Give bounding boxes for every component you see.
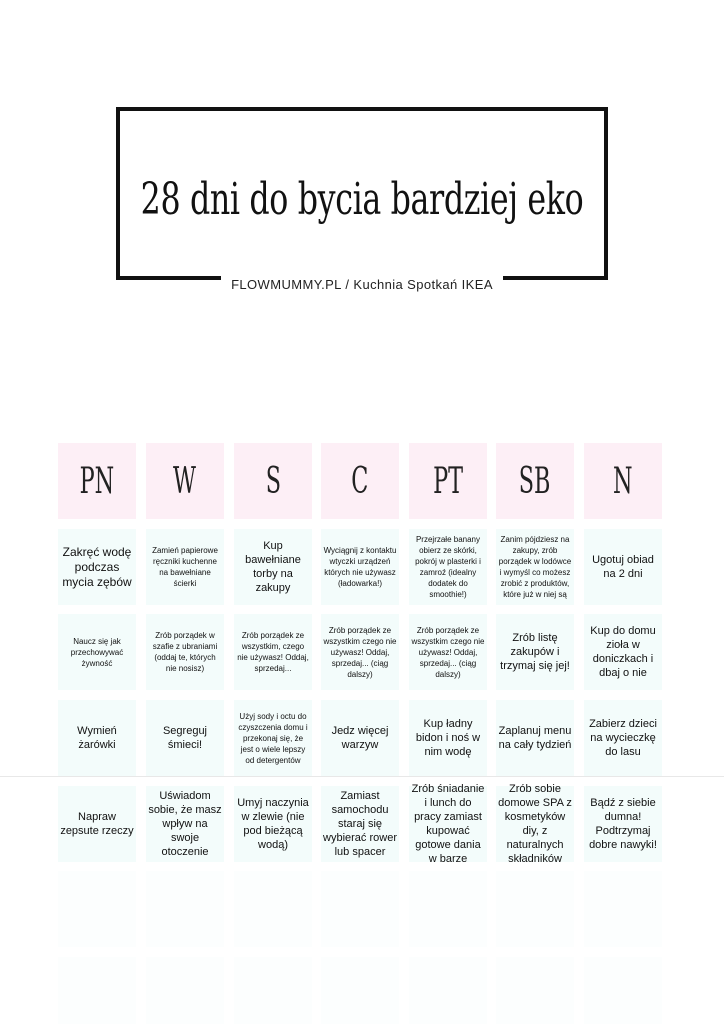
calendar-cell bbox=[58, 700, 136, 776]
calendar-cell bbox=[234, 700, 312, 776]
calendar-cell bbox=[496, 529, 574, 605]
empty-cell bbox=[409, 957, 487, 1024]
empty-cell bbox=[58, 957, 136, 1024]
empty-cell bbox=[234, 871, 312, 947]
empty-cell bbox=[146, 871, 224, 947]
task-text: Segreguj śmieci! bbox=[162, 725, 208, 751]
day-header-c bbox=[321, 443, 399, 519]
task-text: Zrób porządek ze wszystkim czego nie używasz! Oddaj, sprzedaj... (ciąg dalszy) bbox=[323, 625, 397, 679]
calendar-cell bbox=[321, 700, 399, 776]
empty-cell bbox=[496, 957, 574, 1024]
task-text: Użyj sody i octu do czyszczenia domu i przekonaj się, że jest o wiele lepszy od detergentów bbox=[238, 711, 308, 765]
calendar-cell bbox=[234, 614, 312, 690]
calendar-cell bbox=[584, 529, 662, 605]
calendar-cell bbox=[321, 614, 399, 690]
day-label: W bbox=[173, 460, 197, 502]
calendar-cell bbox=[496, 783, 574, 865]
day-label: SB bbox=[519, 460, 551, 502]
empty-cell bbox=[58, 871, 136, 947]
day-header-w bbox=[146, 443, 224, 519]
day-label: PT bbox=[433, 460, 463, 502]
task-text: Zrób porządek w szafie z ubraniami (oddaj te, których nie nosisz) bbox=[152, 631, 218, 673]
calendar-cell bbox=[146, 700, 224, 776]
empty-cell bbox=[584, 871, 662, 947]
task-text: Przejrzałe banany obierz ze skórki, pokrój w plasterki i zamroź (idealny dodatek do smoothie!) bbox=[415, 535, 481, 599]
task-text: Zrób śniadanie i lunch do pracy zamiast kupować gotowe dania w barze bbox=[411, 783, 485, 865]
task-text: Zamień papierowe ręczniki kuchenne na bawełniane ścierki bbox=[152, 546, 218, 588]
calendar-cell bbox=[584, 614, 662, 690]
day-label: N bbox=[613, 460, 633, 502]
task-text: Jedz więcej warzyw bbox=[331, 725, 389, 751]
day-label: C bbox=[351, 460, 369, 502]
task-text: Naucz się jak przechowywać żywność bbox=[70, 636, 124, 668]
task-text: Bądź z siebie dumna! Podtrzymaj dobre nawyki! bbox=[589, 797, 657, 851]
calendar-cell bbox=[584, 786, 662, 862]
calendar-cell bbox=[58, 614, 136, 690]
task-text: Uświadom sobie, że masz wpływ na swoje otoczenie bbox=[148, 790, 222, 858]
empty-cell bbox=[584, 957, 662, 1024]
calendar-cell bbox=[321, 786, 399, 862]
task-text: Umyj naczynia w zlewie (nie pod bieżącą wodą) bbox=[237, 797, 309, 851]
calendar-cell bbox=[321, 529, 399, 605]
task-text: Zrób sobie domowe SPA z kosmetyków diy, z naturalnych składników bbox=[498, 783, 572, 865]
day-header-n bbox=[584, 443, 662, 519]
calendar-cell bbox=[409, 529, 487, 605]
empty-cell bbox=[321, 871, 399, 947]
calendar-cell bbox=[409, 783, 487, 865]
divider-line bbox=[0, 776, 724, 777]
calendar-cell bbox=[146, 614, 224, 690]
task-text: Zabierz dzieci na wycieczkę do lasu bbox=[589, 718, 657, 758]
calendar-cell bbox=[584, 700, 662, 776]
empty-cell bbox=[146, 957, 224, 1024]
task-text: Ugotuj obiad na 2 dni bbox=[592, 554, 654, 580]
day-label: PN bbox=[79, 460, 115, 502]
task-text: Zakręć wodę podczas mycia zębów bbox=[62, 544, 132, 589]
day-label: S bbox=[265, 460, 281, 502]
empty-cell bbox=[409, 871, 487, 947]
day-header-s bbox=[234, 443, 312, 519]
calendar-cell bbox=[496, 614, 574, 690]
task-text: Zanim pójdziesz na zakupy, zrób porządek w lodówce i wymyśl co możesz zrobić z produktów, które już w niej są bbox=[498, 535, 572, 599]
task-text: Zrób listę zakupów i trzymaj się jej! bbox=[500, 632, 570, 672]
empty-cell bbox=[234, 957, 312, 1024]
task-text: Napraw zepsute rzeczy bbox=[60, 811, 134, 837]
task-text: Kup do domu zioła w doniczkach i dbaj o nie bbox=[590, 625, 656, 679]
task-text: Zrób porządek ze wszystkim czego nie używasz! Oddaj, sprzedaj... (ciąg dalszy) bbox=[411, 625, 485, 679]
day-header-pt bbox=[409, 443, 487, 519]
calendar-cell bbox=[409, 614, 487, 690]
task-text: Kup ładny bidon i noś w nim wodę bbox=[415, 718, 481, 758]
calendar-cell bbox=[234, 786, 312, 862]
day-header-pn bbox=[58, 443, 136, 519]
task-text: Zaplanuj menu na cały tydzień bbox=[498, 725, 572, 751]
empty-cell bbox=[496, 871, 574, 947]
subtitle-wrap bbox=[0, 276, 724, 294]
task-text: Wymień żarówki bbox=[77, 725, 117, 751]
task-text: Kup bawełniane torby na zakupy bbox=[245, 540, 301, 594]
calendar-cell bbox=[58, 786, 136, 862]
calendar-cell bbox=[146, 786, 224, 862]
task-text: Zrób porządek ze wszystkim, czego nie używasz! Oddaj, sprzedaj... bbox=[237, 631, 309, 673]
empty-cell bbox=[321, 957, 399, 1024]
calendar-cell bbox=[409, 700, 487, 776]
task-text: Wyciągnij z kontaktu wtyczki urządzeń których nie używasz (ładowarka!) bbox=[323, 546, 397, 588]
calendar-cell bbox=[146, 529, 224, 605]
task-text: Zamiast samochodu staraj się wybierać rower lub spacer bbox=[323, 790, 397, 858]
day-header-sb bbox=[496, 443, 574, 519]
page-title: 28 dni do bycia bardziej eko bbox=[140, 174, 584, 225]
calendar-cell bbox=[496, 700, 574, 776]
calendar-cell bbox=[58, 529, 136, 605]
page-subtitle: FLOWMUMMY.PL / Kuchnia Spotkań IKEA bbox=[221, 276, 503, 294]
calendar-cell bbox=[234, 529, 312, 605]
